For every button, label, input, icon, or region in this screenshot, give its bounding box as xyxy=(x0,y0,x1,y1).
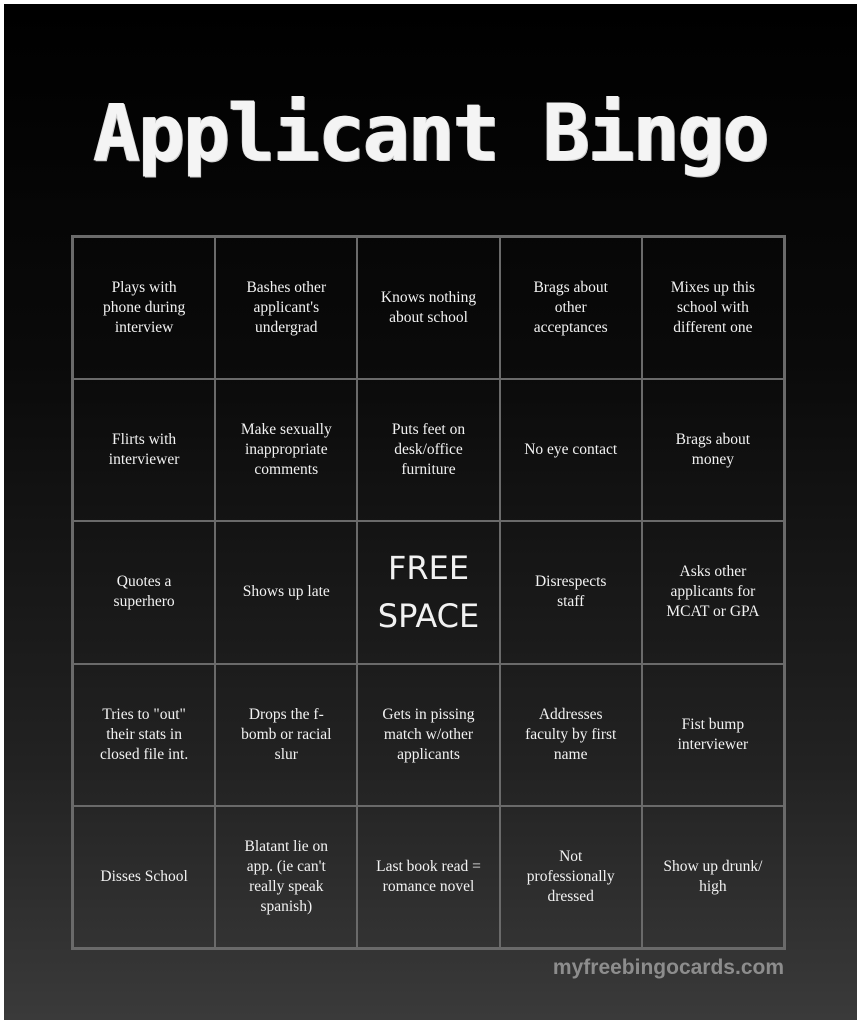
free-space-cell: FREE SPACE xyxy=(357,521,499,663)
bingo-cell: Puts feet on desk/office furniture xyxy=(357,379,499,521)
bingo-cell: Mixes up this school with different one xyxy=(642,237,784,379)
bingo-cell: No eye contact xyxy=(500,379,642,521)
bingo-cell: Gets in pissing match w/other applicants xyxy=(357,664,499,806)
bingo-cell: Disrespects staff xyxy=(500,521,642,663)
bingo-cell: Not professionally dressed xyxy=(500,806,642,948)
bingo-cell: Show up drunk/ high xyxy=(642,806,784,948)
bingo-cell: Fist bump interviewer xyxy=(642,664,784,806)
bingo-cell: Quotes a superhero xyxy=(73,521,215,663)
page-title: Applicant Bingo xyxy=(93,89,768,179)
watermark: myfreebingocards.com xyxy=(552,956,784,979)
bingo-cell: Tries to "out" their stats in closed file int. xyxy=(73,664,215,806)
bingo-cell: Drops the f- bomb or racial slur xyxy=(215,664,357,806)
bingo-cell: Last book read = romance novel xyxy=(357,806,499,948)
bingo-cell: Bashes other applicant's undergrad xyxy=(215,237,357,379)
bingo-cell: Flirts with interviewer xyxy=(73,379,215,521)
bingo-cell: Blatant lie on app. (ie can't really speak spanish) xyxy=(215,806,357,948)
bingo-grid xyxy=(71,235,786,950)
bingo-cell: Disses School xyxy=(73,806,215,948)
bingo-cell: Make sexually inappropriate comments xyxy=(215,379,357,521)
bingo-cell: Asks other applicants for MCAT or GPA xyxy=(642,521,784,663)
bingo-cell: Shows up late xyxy=(215,521,357,663)
bingo-cell: Brags about other acceptances xyxy=(500,237,642,379)
bingo-cell: Plays with phone during interview xyxy=(73,237,215,379)
bingo-card xyxy=(4,4,857,1020)
bingo-cell: Brags about money xyxy=(642,379,784,521)
bingo-cell: Addresses faculty by first name xyxy=(500,664,642,806)
bingo-cell: Knows nothing about school xyxy=(357,237,499,379)
